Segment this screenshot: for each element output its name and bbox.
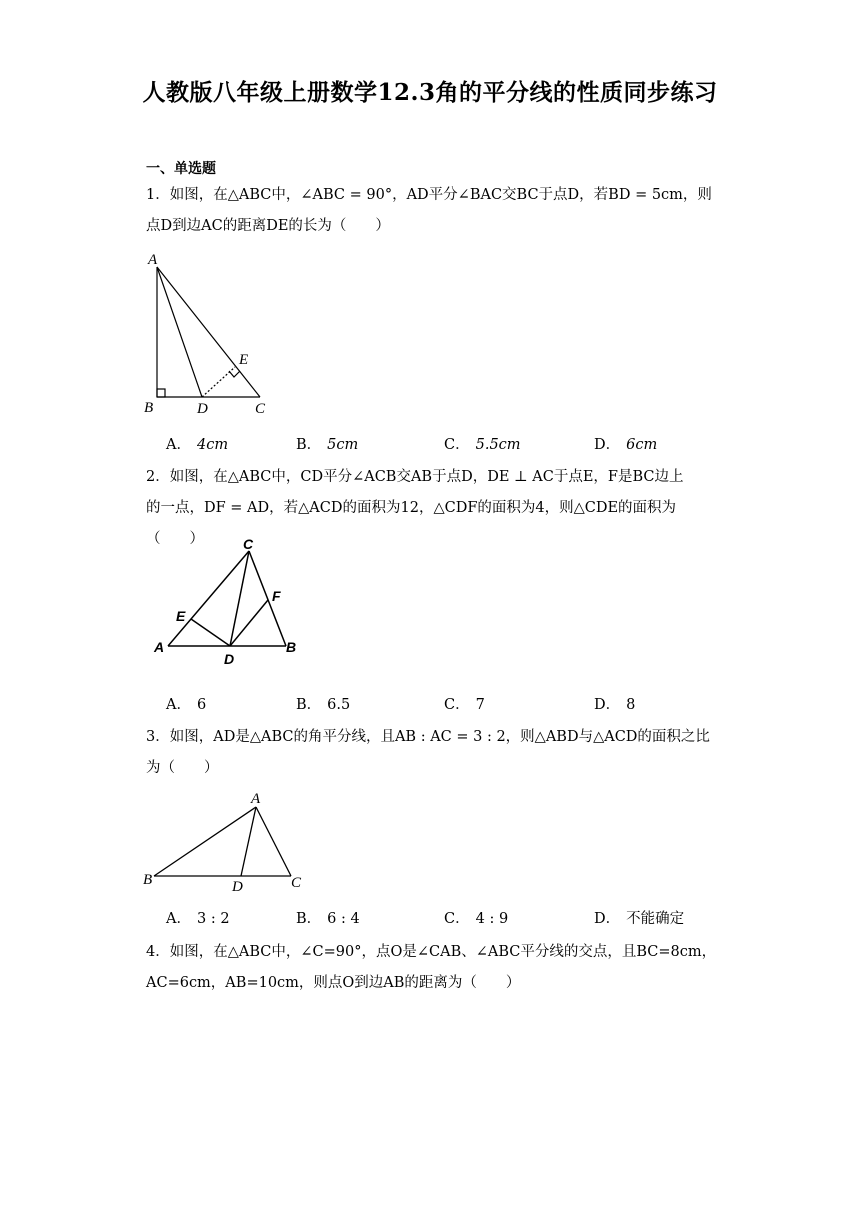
fig3-label-a: A <box>251 791 261 807</box>
option-a[interactable]: A． 4cm <box>166 437 229 453</box>
figure-question-2 <box>145 535 310 670</box>
option-c[interactable]: C． 5.5cm <box>444 437 521 453</box>
question-1-line-1: 1．如图，在△ABC中，∠ABC = 90°，AD平分∠BAC交BC于点D，若BD = 5cm，则 <box>146 187 712 203</box>
question-2-line-2: 的一点，DF = AD，若△ACD的面积为12，△CDF的面积为4，则△CDE的面积为（ ） <box>146 500 677 547</box>
figure-question-1 <box>140 250 280 420</box>
fig1-label-b: B <box>144 400 154 416</box>
fig3-label-b: B <box>143 872 153 888</box>
question-3-line-1: 3．如图，AD是△ABC的角平分线，且AB : AC = 3 : 2，则△ABD与△ACD的面积之比 <box>146 729 710 745</box>
option-b[interactable]: B． 6.5 <box>296 697 351 713</box>
question-1-options <box>166 433 657 454</box>
figure-question-3 <box>140 790 310 895</box>
option-d[interactable]: D． 不能确定 <box>594 911 685 927</box>
fig2-label-c: C <box>243 536 254 552</box>
question-4-line-2: AC=6cm，AB=10cm，则点O到边AB的距离为（ ） <box>146 975 521 991</box>
question-3-line-2: 为（ ） <box>146 760 219 776</box>
fig2-label-e: E <box>176 608 186 624</box>
section-heading: 一、单选题 <box>146 161 216 177</box>
fig1-label-a: A <box>148 252 158 268</box>
question-4-line-1: 4．如图，在△ABC中，∠C=90°，点O是∠CAB、∠ABC平分线的交点，且BC=8cm， <box>146 944 717 960</box>
fig3-label-c: C <box>291 875 302 891</box>
fig3-label-d: D <box>232 879 243 895</box>
question-3-options <box>166 907 684 928</box>
fig2-label-d: D <box>224 651 235 667</box>
option-a[interactable]: A． 3 : 2 <box>166 911 230 927</box>
question-1 <box>146 180 726 242</box>
option-d[interactable]: D． 8 <box>594 697 636 713</box>
fig1-label-e: E <box>239 352 249 368</box>
fig2-label-b: B <box>286 639 297 655</box>
fig2-label-f: F <box>272 588 281 604</box>
option-b[interactable]: B． 6 : 4 <box>296 911 360 927</box>
question-1-line-2: 点D到边AC的距离DE的长为（ ） <box>146 218 390 234</box>
question-2-options <box>166 693 635 714</box>
option-c[interactable]: C． 7 <box>444 697 485 713</box>
page-title: 人教版八年级上册数学12.3角的平分线的性质同步练习 <box>142 79 718 106</box>
fig1-label-c: C <box>255 401 266 417</box>
fig1-label-d: D <box>197 401 208 417</box>
option-a[interactable]: A． 6 <box>166 697 207 713</box>
question-2-line-1: 2．如图，在△ABC中，CD平分∠ACB交AB于点D，DE ⊥ AC于点E，F是BC边上 <box>146 469 684 485</box>
option-b[interactable]: B． 5cm <box>296 437 359 453</box>
question-3 <box>146 722 726 784</box>
question-4 <box>146 937 726 999</box>
option-d[interactable]: D． 6cm <box>594 437 658 453</box>
fig2-label-a: A <box>154 639 165 655</box>
option-c[interactable]: C． 4 : 9 <box>444 911 509 927</box>
